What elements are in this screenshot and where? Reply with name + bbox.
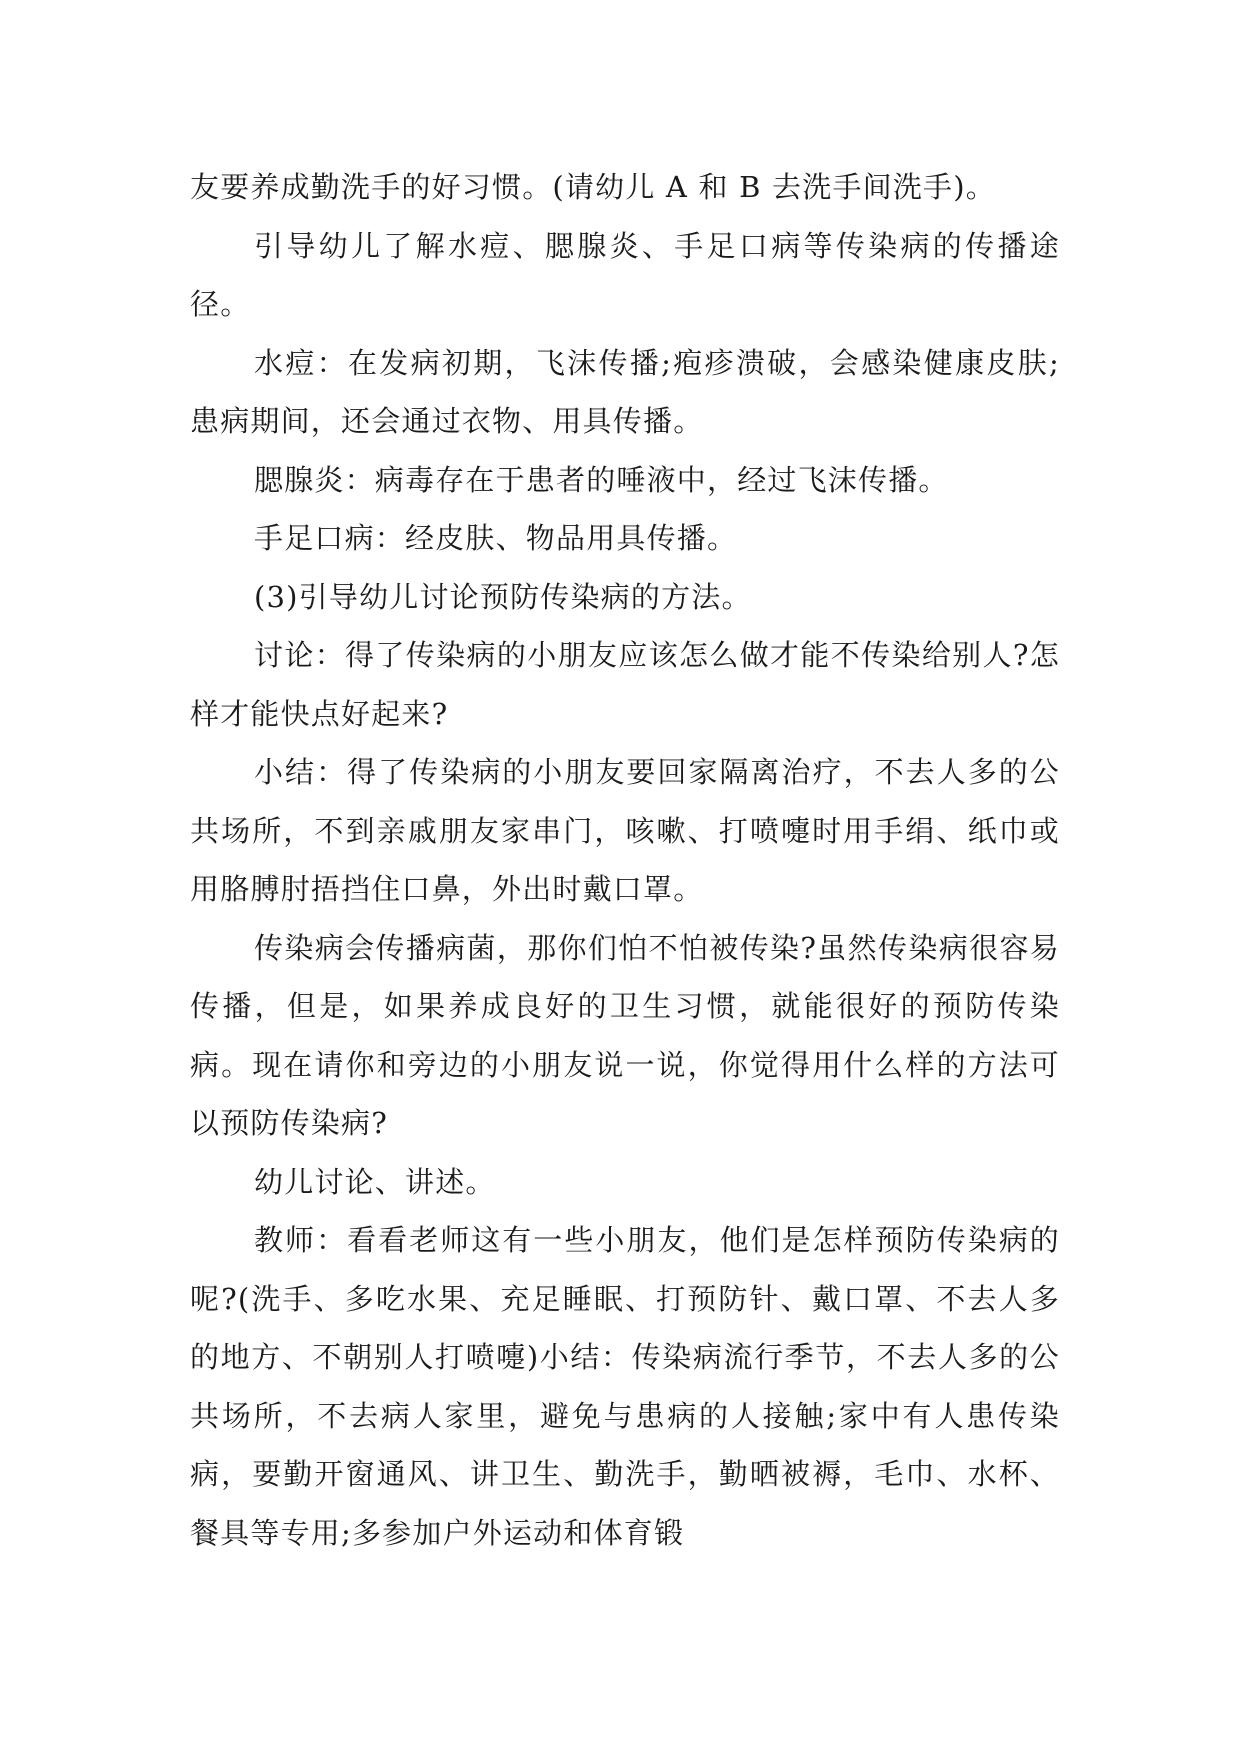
document-body xyxy=(190,158,1060,1562)
paragraph: 幼儿讨论、讲述。 xyxy=(254,1164,496,1199)
paragraph: 友要养成勤洗手的好习惯。(请幼儿 A 和 B 去洗手间洗手)。 xyxy=(190,170,996,204)
paragraph: 引导幼儿了解水痘、腮腺炎、手足口病等传染病的传播途径。 xyxy=(190,228,1060,321)
paragraph: 腮腺炎：病毒存在于患者的唾液中，经过飞沫传播。 xyxy=(254,462,949,497)
paragraph: 小结：得了传染病的小朋友要回家隔离治疗，不去人多的公共场所，不到亲戚朋友家串门，咳嗽、打喷嚏时用手绢、纸巾或用胳膊肘捂挡住口鼻，外出时戴口罩。 xyxy=(190,755,1060,906)
paragraph: 手足口病：经皮肤、物品用具传播。 xyxy=(254,521,738,555)
paragraph: 水痘：在发病初期，飞沫传播;疱疹溃破，会感染健康皮肤;患病期间，还会通过衣物、用具传播。 xyxy=(190,345,1060,438)
paragraph: 教师：看看老师这有一些小朋友，他们是怎样预防传染病的呢?(洗手、多吃水果、充足睡眠、打预防针、戴口罩、不去人多的地方、不朝别人打喷嚏)小结：传染病流行季节，不去人多的公共场所，不去病人家里，避免与患病的人接触;家中有人患传染病，要勤开窗通风、讲卫生、勤洗手，勤晒被褥，毛巾、水杯、餐具等专用;多参加户外运动和体育锻 xyxy=(190,1223,1060,1550)
paragraph: 讨论：得了传染病的小朋友应该怎么做才能不传染给别人?怎样才能快点好起来? xyxy=(190,638,1060,731)
paragraph: (3)引导幼儿讨论预防传染病的方法。 xyxy=(254,579,752,614)
paragraph: 传染病会传播病菌，那你们怕不怕被传染?虽然传染病很容易传播，但是，如果养成良好的卫生习惯，就能很好的预防传染病。现在请你和旁边的小朋友说一说，你觉得用什么样的方法可以预防传染病? xyxy=(190,930,1060,1140)
